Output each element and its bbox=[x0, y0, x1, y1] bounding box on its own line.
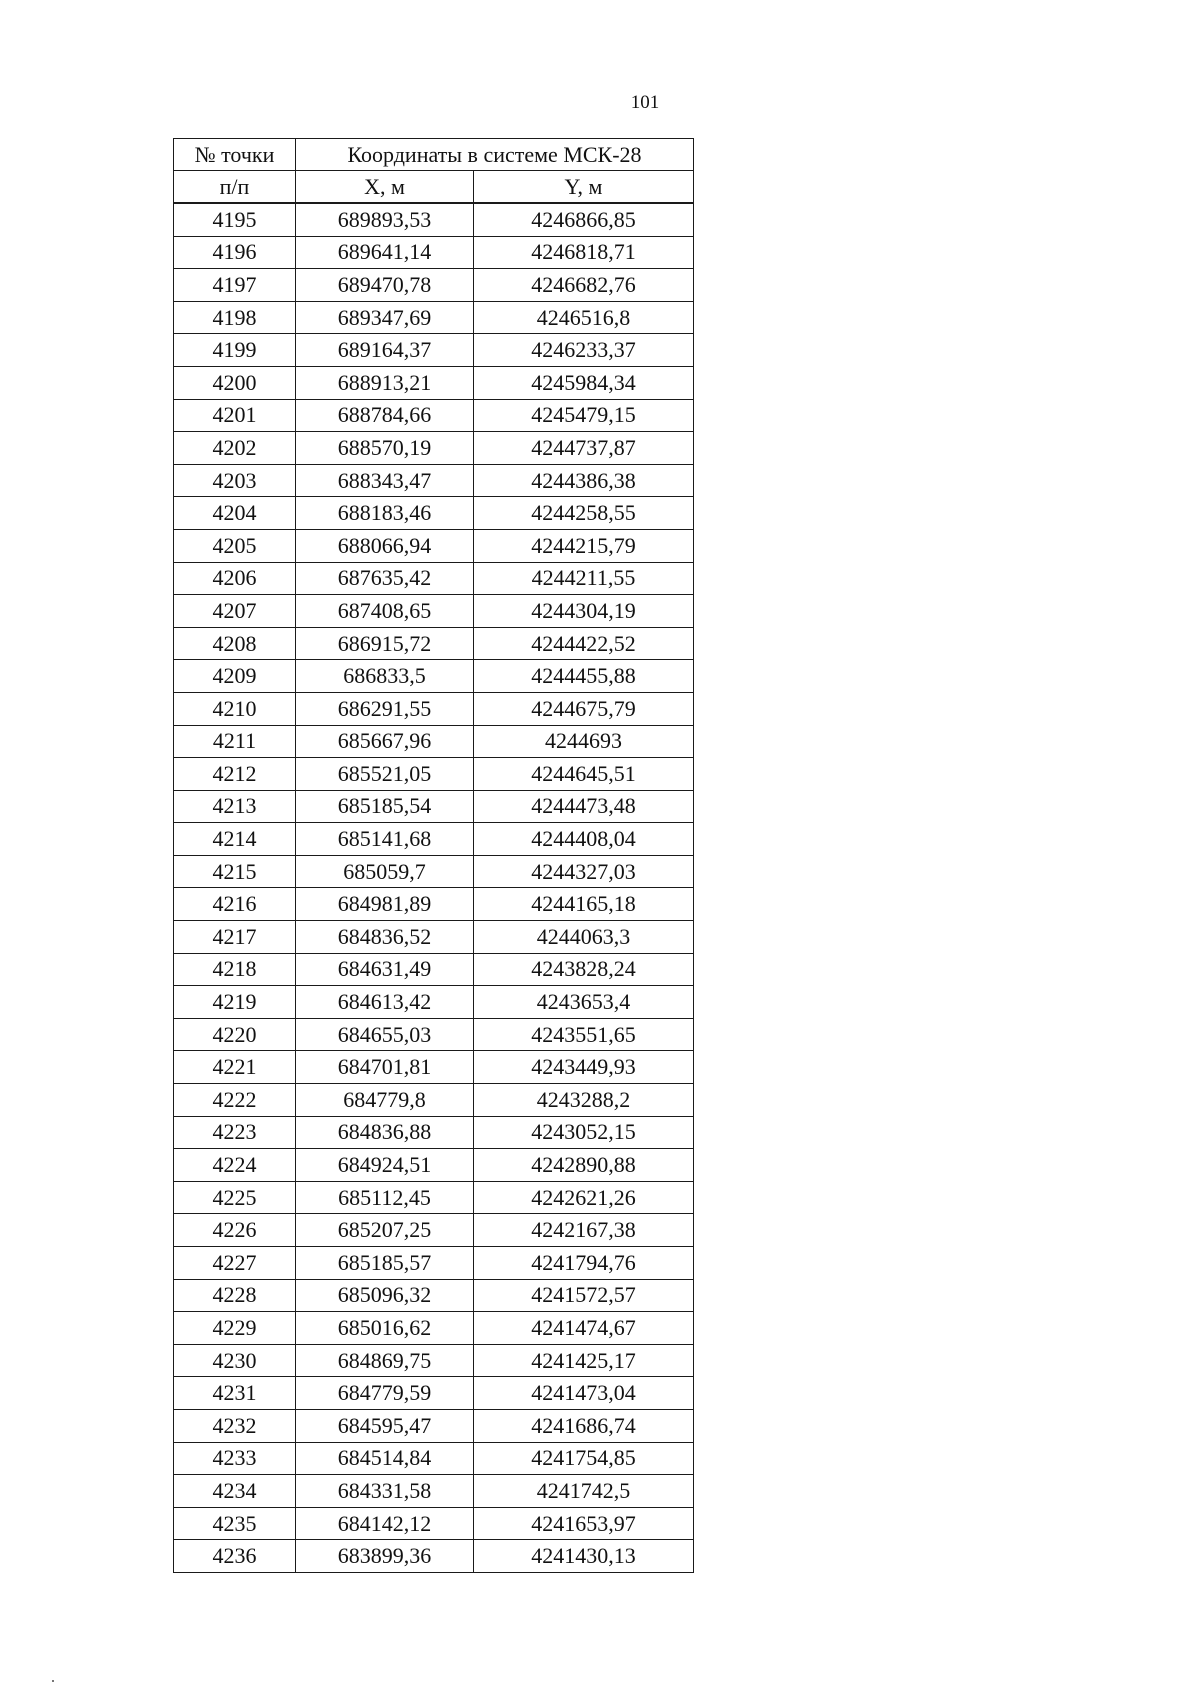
cell-x: 684836,52 bbox=[296, 921, 474, 954]
cell-x: 684142,12 bbox=[296, 1507, 474, 1540]
cell-y: 4241742,5 bbox=[474, 1475, 694, 1508]
table-row bbox=[174, 399, 694, 432]
cell-point-number: 4199 bbox=[174, 334, 296, 367]
table-row bbox=[174, 334, 694, 367]
coordinates-table bbox=[173, 138, 694, 1573]
table-row bbox=[174, 1051, 694, 1084]
cell-y: 4243449,93 bbox=[474, 1051, 694, 1084]
cell-y: 4244422,52 bbox=[474, 627, 694, 660]
cell-x: 685112,45 bbox=[296, 1181, 474, 1214]
cell-point-number: 4213 bbox=[174, 790, 296, 823]
cell-point-number: 4228 bbox=[174, 1279, 296, 1312]
table-row bbox=[174, 660, 694, 693]
cell-y: 4244327,03 bbox=[474, 855, 694, 888]
table-row bbox=[174, 1181, 694, 1214]
table-row bbox=[174, 1507, 694, 1540]
table-row bbox=[174, 1475, 694, 1508]
cell-y: 4245479,15 bbox=[474, 399, 694, 432]
table-row bbox=[174, 269, 694, 302]
table-row bbox=[174, 692, 694, 725]
table-row bbox=[174, 1442, 694, 1475]
cell-y: 4241653,97 bbox=[474, 1507, 694, 1540]
cell-point-number: 4200 bbox=[174, 366, 296, 399]
table-row bbox=[174, 855, 694, 888]
cell-x: 686291,55 bbox=[296, 692, 474, 725]
cell-point-number: 4217 bbox=[174, 921, 296, 954]
cell-y: 4246818,71 bbox=[474, 236, 694, 269]
cell-y: 4241430,13 bbox=[474, 1540, 694, 1573]
cell-x: 684836,88 bbox=[296, 1116, 474, 1149]
table-row bbox=[174, 888, 694, 921]
cell-y: 4244215,79 bbox=[474, 529, 694, 562]
cell-x: 688343,47 bbox=[296, 464, 474, 497]
table-row bbox=[174, 236, 694, 269]
cell-point-number: 4234 bbox=[174, 1475, 296, 1508]
cell-x: 684869,75 bbox=[296, 1344, 474, 1377]
cell-y: 4243052,15 bbox=[474, 1116, 694, 1149]
cell-x: 685521,05 bbox=[296, 758, 474, 791]
table-row bbox=[174, 627, 694, 660]
cell-point-number: 4227 bbox=[174, 1247, 296, 1280]
cell-y: 4244455,88 bbox=[474, 660, 694, 693]
cell-x: 689641,14 bbox=[296, 236, 474, 269]
cell-x: 685059,7 bbox=[296, 855, 474, 888]
cell-y: 4242890,88 bbox=[474, 1149, 694, 1182]
cell-x: 688570,19 bbox=[296, 432, 474, 465]
table-row bbox=[174, 1116, 694, 1149]
cell-point-number: 4229 bbox=[174, 1312, 296, 1345]
cell-y: 4244304,19 bbox=[474, 595, 694, 628]
cell-y: 4243828,24 bbox=[474, 953, 694, 986]
header-num-line1: № точки bbox=[174, 139, 296, 171]
cell-y: 4244645,51 bbox=[474, 758, 694, 791]
table-row bbox=[174, 953, 694, 986]
table-row bbox=[174, 366, 694, 399]
table-row bbox=[174, 1018, 694, 1051]
table-row bbox=[174, 1279, 694, 1312]
cell-y: 4244473,48 bbox=[474, 790, 694, 823]
table-row bbox=[174, 432, 694, 465]
cell-point-number: 4196 bbox=[174, 236, 296, 269]
cell-point-number: 4219 bbox=[174, 986, 296, 1019]
cell-point-number: 4221 bbox=[174, 1051, 296, 1084]
cell-y: 4244063,3 bbox=[474, 921, 694, 954]
cell-x: 685096,32 bbox=[296, 1279, 474, 1312]
cell-point-number: 4230 bbox=[174, 1344, 296, 1377]
cell-point-number: 4222 bbox=[174, 1084, 296, 1117]
cell-x: 685016,62 bbox=[296, 1312, 474, 1345]
cell-y: 4241572,57 bbox=[474, 1279, 694, 1312]
table-row bbox=[174, 758, 694, 791]
cell-point-number: 4204 bbox=[174, 497, 296, 530]
cell-y: 4241474,67 bbox=[474, 1312, 694, 1345]
cell-x: 689470,78 bbox=[296, 269, 474, 302]
cell-y: 4243288,2 bbox=[474, 1084, 694, 1117]
header-x-label: X, м bbox=[296, 171, 474, 204]
table-row bbox=[174, 1084, 694, 1117]
cell-point-number: 4231 bbox=[174, 1377, 296, 1410]
cell-x: 684701,81 bbox=[296, 1051, 474, 1084]
cell-x: 685185,57 bbox=[296, 1247, 474, 1280]
cell-x: 684595,47 bbox=[296, 1409, 474, 1442]
cell-point-number: 4210 bbox=[174, 692, 296, 725]
table-row bbox=[174, 1149, 694, 1182]
cell-x: 684779,59 bbox=[296, 1377, 474, 1410]
page-number: 101 bbox=[630, 92, 660, 113]
cell-y: 4244693 bbox=[474, 725, 694, 758]
cell-x: 689164,37 bbox=[296, 334, 474, 367]
cell-point-number: 4209 bbox=[174, 660, 296, 693]
table-row bbox=[174, 1344, 694, 1377]
cell-point-number: 4225 bbox=[174, 1181, 296, 1214]
cell-point-number: 4214 bbox=[174, 823, 296, 856]
cell-x: 689893,53 bbox=[296, 203, 474, 236]
table-row bbox=[174, 595, 694, 628]
cell-point-number: 4223 bbox=[174, 1116, 296, 1149]
table-row bbox=[174, 986, 694, 1019]
cell-x: 684779,8 bbox=[296, 1084, 474, 1117]
table-row bbox=[174, 464, 694, 497]
table-row bbox=[174, 1312, 694, 1345]
cell-x: 688183,46 bbox=[296, 497, 474, 530]
cell-point-number: 4224 bbox=[174, 1149, 296, 1182]
cell-point-number: 4220 bbox=[174, 1018, 296, 1051]
cell-x: 683899,36 bbox=[296, 1540, 474, 1573]
cell-y: 4241425,17 bbox=[474, 1344, 694, 1377]
cell-x: 688913,21 bbox=[296, 366, 474, 399]
cell-y: 4244737,87 bbox=[474, 432, 694, 465]
cell-x: 686915,72 bbox=[296, 627, 474, 660]
cell-point-number: 4197 bbox=[174, 269, 296, 302]
table-row bbox=[174, 1540, 694, 1573]
cell-point-number: 4232 bbox=[174, 1409, 296, 1442]
table-row bbox=[174, 529, 694, 562]
cell-point-number: 4203 bbox=[174, 464, 296, 497]
cell-x: 684613,42 bbox=[296, 986, 474, 1019]
cell-point-number: 4218 bbox=[174, 953, 296, 986]
cell-point-number: 4198 bbox=[174, 301, 296, 334]
cell-x: 688066,94 bbox=[296, 529, 474, 562]
cell-y: 4246682,76 bbox=[474, 269, 694, 302]
cell-point-number: 4235 bbox=[174, 1507, 296, 1540]
cell-x: 685141,68 bbox=[296, 823, 474, 856]
cell-y: 4245984,34 bbox=[474, 366, 694, 399]
cell-y: 4243551,65 bbox=[474, 1018, 694, 1051]
header-coords-title: Координаты в системе МСК-28 bbox=[296, 139, 694, 171]
cell-x: 684514,84 bbox=[296, 1442, 474, 1475]
table-row bbox=[174, 203, 694, 236]
cell-y: 4244211,55 bbox=[474, 562, 694, 595]
cell-x: 687635,42 bbox=[296, 562, 474, 595]
cell-point-number: 4215 bbox=[174, 855, 296, 888]
cell-x: 686833,5 bbox=[296, 660, 474, 693]
cell-x: 684655,03 bbox=[296, 1018, 474, 1051]
cell-point-number: 4208 bbox=[174, 627, 296, 660]
cell-point-number: 4233 bbox=[174, 1442, 296, 1475]
cell-y: 4246233,37 bbox=[474, 334, 694, 367]
cell-point-number: 4201 bbox=[174, 399, 296, 432]
cell-point-number: 4211 bbox=[174, 725, 296, 758]
cell-y: 4244386,38 bbox=[474, 464, 694, 497]
cell-y: 4241754,85 bbox=[474, 1442, 694, 1475]
header-y-label: Y, м bbox=[474, 171, 694, 204]
cell-point-number: 4207 bbox=[174, 595, 296, 628]
cell-y: 4241794,76 bbox=[474, 1247, 694, 1280]
cell-y: 4244258,55 bbox=[474, 497, 694, 530]
cell-y: 4246866,85 bbox=[474, 203, 694, 236]
table-row bbox=[174, 823, 694, 856]
cell-x: 687408,65 bbox=[296, 595, 474, 628]
table-row bbox=[174, 301, 694, 334]
cell-point-number: 4205 bbox=[174, 529, 296, 562]
cell-point-number: 4216 bbox=[174, 888, 296, 921]
table-row bbox=[174, 921, 694, 954]
cell-y: 4241686,74 bbox=[474, 1409, 694, 1442]
cell-y: 4241473,04 bbox=[474, 1377, 694, 1410]
table-row bbox=[174, 1247, 694, 1280]
cell-point-number: 4195 bbox=[174, 203, 296, 236]
cell-x: 689347,69 bbox=[296, 301, 474, 334]
cell-x: 684331,58 bbox=[296, 1475, 474, 1508]
cell-point-number: 4226 bbox=[174, 1214, 296, 1247]
cell-y: 4244165,18 bbox=[474, 888, 694, 921]
scan-speck bbox=[52, 1680, 54, 1682]
cell-x: 684924,51 bbox=[296, 1149, 474, 1182]
table-body bbox=[174, 203, 694, 1572]
cell-point-number: 4202 bbox=[174, 432, 296, 465]
table-row bbox=[174, 1409, 694, 1442]
cell-x: 688784,66 bbox=[296, 399, 474, 432]
table-row bbox=[174, 497, 694, 530]
table-row bbox=[174, 1377, 694, 1410]
cell-y: 4242167,38 bbox=[474, 1214, 694, 1247]
table-row bbox=[174, 790, 694, 823]
table-row bbox=[174, 1214, 694, 1247]
cell-y: 4242621,26 bbox=[474, 1181, 694, 1214]
cell-point-number: 4236 bbox=[174, 1540, 296, 1573]
cell-x: 684631,49 bbox=[296, 953, 474, 986]
cell-x: 685185,54 bbox=[296, 790, 474, 823]
cell-x: 685667,96 bbox=[296, 725, 474, 758]
cell-point-number: 4212 bbox=[174, 758, 296, 791]
cell-y: 4244675,79 bbox=[474, 692, 694, 725]
table-row bbox=[174, 562, 694, 595]
table-row bbox=[174, 725, 694, 758]
cell-y: 4244408,04 bbox=[474, 823, 694, 856]
cell-x: 684981,89 bbox=[296, 888, 474, 921]
cell-y: 4243653,4 bbox=[474, 986, 694, 1019]
cell-x: 685207,25 bbox=[296, 1214, 474, 1247]
cell-point-number: 4206 bbox=[174, 562, 296, 595]
cell-y: 4246516,8 bbox=[474, 301, 694, 334]
header-num-line2: п/п bbox=[174, 171, 296, 204]
